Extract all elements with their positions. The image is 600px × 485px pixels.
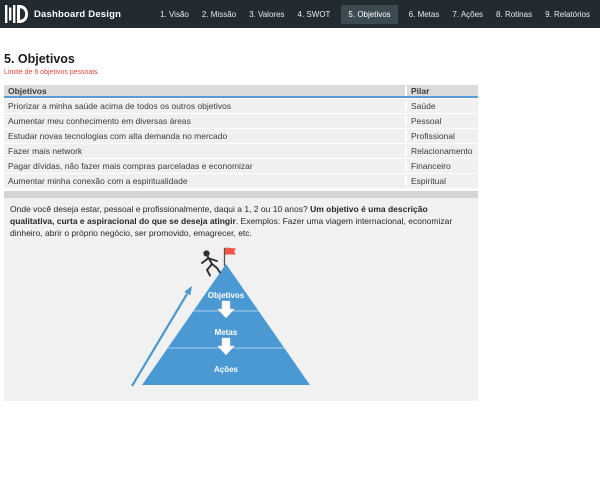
nav-tab-missao[interactable]: 2. Missão xyxy=(201,9,237,19)
page-content xyxy=(0,52,600,401)
main-nav xyxy=(158,5,592,24)
dashboard-logo-icon xyxy=(5,5,28,23)
table-row[interactable] xyxy=(4,159,478,173)
nav-tab-metas[interactable]: 6. Metas xyxy=(408,9,440,19)
column-header-pilar: Pilar xyxy=(405,86,478,96)
objective-cell: Priorizar a minha saúde acima de todos os outros objetivos xyxy=(8,101,232,111)
nav-tab-rotinas[interactable]: 8. Rotinas xyxy=(496,9,533,19)
table-header-row xyxy=(4,85,478,98)
objectives-table xyxy=(4,85,478,188)
pyramid-level-acoes: Ações xyxy=(213,365,239,374)
nav-tab-swot[interactable]: 4. SWOT xyxy=(297,9,331,19)
section-divider xyxy=(4,191,478,198)
pillar-cell: Pessoal xyxy=(405,116,478,126)
pyramid-diagram xyxy=(118,245,318,395)
nav-tab-visao[interactable]: 1. Visão xyxy=(160,9,189,19)
brand xyxy=(5,5,121,23)
objective-cell: Aumentar minha conexão com a espiritualidade xyxy=(8,176,188,186)
climber-icon xyxy=(202,250,220,275)
table-row[interactable] xyxy=(4,174,478,188)
objective-cell: Fazer mais network xyxy=(8,146,83,156)
objective-description xyxy=(10,203,472,239)
pillar-cell: Financeiro xyxy=(405,161,478,171)
table-row[interactable] xyxy=(4,114,478,128)
description-panel xyxy=(4,198,478,401)
nav-tab-relatorios[interactable]: 9. Relatórios xyxy=(545,9,590,19)
nav-tab-objetivos[interactable]: 5. Objetivos xyxy=(341,5,397,24)
app-header xyxy=(0,0,600,28)
objective-cell: Pagar dívidas, não fazer mais compras parceladas e economizar xyxy=(8,161,253,171)
flag-icon xyxy=(225,248,237,267)
column-header-objetivos: Objetivos xyxy=(8,85,47,96)
description-bold: Um objetivo é uma descrição qualitativa, curta e aspiracional do que se deseja atingir xyxy=(10,204,428,226)
pillar-cell: Profissional xyxy=(405,131,478,141)
page-title: 5. Objetivos xyxy=(4,52,75,66)
brand-name: Dashboard Design xyxy=(34,8,122,20)
pyramid-level-metas: Metas xyxy=(214,328,238,337)
table-row[interactable] xyxy=(4,99,478,113)
pillar-cell: Espiritual xyxy=(405,176,478,186)
pillar-cell: Saúde xyxy=(405,101,478,111)
description-rest: . Exemplos: Fazer uma viagem internacional, economizar dinheiro, abrir o próprio negócio, ser promovido, emagrecer, etc. xyxy=(10,216,453,238)
objective-cell: Aumentar meu conhecimento em diversas áreas xyxy=(8,116,191,126)
table-row[interactable] xyxy=(4,129,478,143)
pyramid-level-objetivos: Objetivos xyxy=(207,291,245,300)
limit-note: Limite de 6 objetivos pessoais. xyxy=(4,69,100,76)
pillar-cell: Relacionamento xyxy=(405,146,478,156)
nav-tab-acoes[interactable]: 7. Ações xyxy=(452,9,484,19)
objective-cell: Estudar novas tecnologias com alta demanda no mercado xyxy=(8,131,228,141)
pyramid-svg xyxy=(118,245,318,395)
description-intro: Onde você deseja estar, pessoal e profissionalmente, daqui a 1, 2 ou 10 anos? xyxy=(10,204,311,214)
nav-tab-valores[interactable]: 3. Valores xyxy=(249,9,285,19)
table-row[interactable] xyxy=(4,144,478,158)
